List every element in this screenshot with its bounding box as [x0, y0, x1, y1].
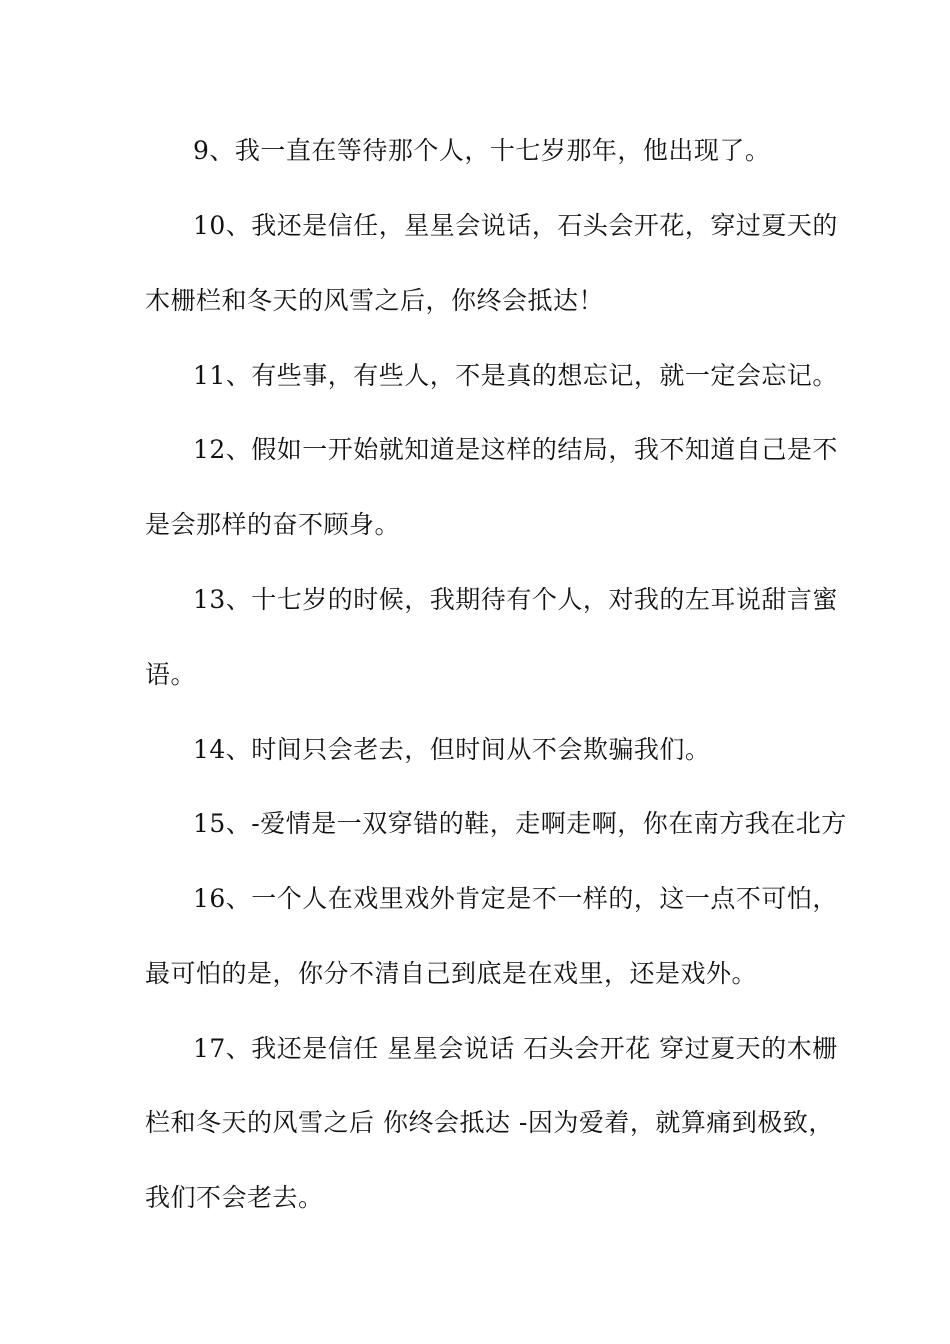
- paragraph-13-line-2: 语。: [145, 660, 197, 689]
- paragraph-16-line-1: 16、一个人在戏里戏外肯定是不一样的，这一点不可怕，: [193, 884, 838, 913]
- paragraph-10-line-2: 木栅栏和冬天的风雪之后，你终会抵达！: [145, 286, 605, 315]
- paragraph-17-line-3: 我们不会老去。: [145, 1183, 324, 1212]
- paragraph-12-line-2: 是会那样的奋不顾身。: [145, 510, 401, 539]
- paragraph-10-line-1: 10、我还是信任，星星会说话，石头会开花，穿过夏天的: [193, 211, 838, 240]
- paragraph-9-line-1: 9、我一直在等待那个人，十七岁那年，他出现了。: [193, 136, 771, 165]
- paragraph-14-line-1: 14、时间只会老去，但时间从不会欺骗我们。: [193, 735, 711, 764]
- paragraph-16-line-2: 最可怕的是，你分不清自己到底是在戏里，还是戏外。: [145, 959, 758, 988]
- paragraph-13-line-1: 13、十七岁的时候，我期待有个人，对我的左耳说甜言蜜: [193, 585, 838, 614]
- paragraph-12-line-1: 12、假如一开始就知道是这样的结局，我不知道自己是不: [193, 435, 838, 464]
- paragraph-15-line-1: 15、-爱情是一双穿错的鞋，走啊走啊，你在南方我在北方: [193, 809, 847, 838]
- paragraph-17-line-1: 17、我还是信任 星星会说话 石头会开花 穿过夏天的木栅: [193, 1034, 838, 1063]
- paragraph-11-line-1: 11、有些事，有些人，不是真的想忘记，就一定会忘记。: [193, 361, 838, 390]
- paragraph-17-line-2: 栏和冬天的风雪之后 你终会抵达 -因为爱着，就算痛到极致，: [145, 1108, 834, 1137]
